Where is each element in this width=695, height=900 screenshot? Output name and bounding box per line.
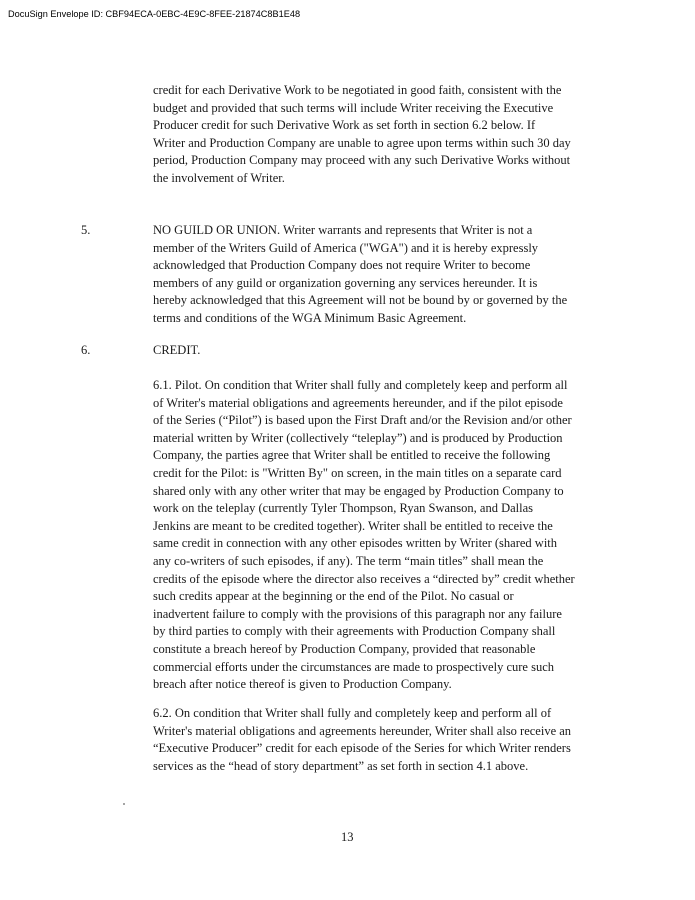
text-line: same credit in connection with any other episodes written by Writer (shared with <box>153 536 558 551</box>
page-number: 13 <box>341 830 354 844</box>
text-line: such credits appear at the beginning or the end of the Pilot. No casual or <box>153 589 514 604</box>
text-line: credit for the Pilot: is "Written By" on screen, in the main titles on a separate card <box>153 465 562 480</box>
text-line: credit for each Derivative Work to be negotiated in good faith, consistent with the <box>153 83 562 97</box>
text-line: breach after notice thereof is given to Production Company. <box>153 677 452 692</box>
text-line: “Executive Producer” credit for each episode of the Series for which Writer renders <box>153 741 571 756</box>
docusign-envelope-id: DocuSign Envelope ID: CBF94ECA-0EBC-4E9C-8FEE-21874C8B1E48 <box>8 9 301 19</box>
text-line: member of the Writers Guild of America ("WGA") and it is hereby expressly <box>153 240 539 255</box>
text-line: Producer credit for such Derivative Work as set forth in section 6.2 below. If <box>153 118 536 133</box>
section-6-2-paragraph <box>153 705 618 775</box>
continuation-paragraph <box>153 82 618 188</box>
text-line: hereby acknowledged that this Agreement will not be bound by or governed by the <box>153 293 568 308</box>
text-line: of Writer's material obligations and agreements hereunder, and if the pilot episode <box>153 395 563 410</box>
text-line: Jenkins are meant to be credited together). Writer shall be entitled to receive the <box>153 518 553 533</box>
section-5-paragraph <box>153 222 618 328</box>
text-line: of the Series (“Pilot”) is based upon the First Draft and/or the Revision and/or other <box>153 413 572 428</box>
text-line: Writer's material obligations and agreements hereunder, Writer shall also receive an <box>153 723 572 738</box>
text-line: shared only with any other writer that may be engaged by Production Company to <box>153 483 564 498</box>
section-6-number: 6. <box>81 343 91 357</box>
text-line: Writer and Production Company are unable to agree upon terms within such 30 day <box>153 135 571 150</box>
text-line: credits of the episode where the director also receives a “directed by” credit whether <box>153 571 575 586</box>
text-line: Company, the parties agree that Writer shall be entitled to receive the following <box>153 448 551 463</box>
text-line: 6.1. Pilot. On condition that Writer shall fully and completely keep and perform all <box>153 378 568 392</box>
text-line: services as the “head of story department” as set forth in section 4.1 above. <box>153 758 529 773</box>
section-5-number: 5. <box>81 223 91 237</box>
text-line: NO GUILD OR UNION. Writer warrants and represents that Writer is not a <box>153 223 533 237</box>
text-line: period, Production Company may proceed with any such Derivative Works without <box>153 153 571 168</box>
text-line: commercial efforts under the circumstances are made to prospectively cure such <box>153 659 554 674</box>
text-line: the involvement of Writer. <box>153 170 285 185</box>
text-line: work on the teleplay (currently Tyler Thompson, Ryan Swanson, and Dallas <box>153 501 534 516</box>
text-line: acknowledged that Production Company does not require Writer to become <box>153 258 531 273</box>
text-line: constitute a breach hereof by Production Company, provided that reasonable <box>153 641 536 656</box>
text-line: 6.2. On condition that Writer shall fully and completely keep and perform all of <box>153 706 552 720</box>
text-line: by third parties to comply with their agreements with Production Company shall <box>153 624 556 639</box>
text-line: terms and conditions of the WGA Minimum Basic Agreement. <box>153 310 467 325</box>
section-6-1-paragraph <box>153 377 618 694</box>
text-line: budget and provided that such terms will include Writer receiving the Executive <box>153 100 554 115</box>
section-6-heading: CREDIT. <box>153 343 201 357</box>
text-line: members of any guild or organization governing any services hereunder. It is <box>153 275 538 290</box>
text-line: inadvertent failure to comply with the provisions of this paragraph nor any failure <box>153 606 562 621</box>
scan-speck <box>123 803 125 805</box>
text-line: material written by Writer (collectively “teleplay”) and is produced by Production <box>153 430 563 445</box>
text-line: any co-writers of such episodes, if any). The term “main titles” shall mean the <box>153 553 544 568</box>
